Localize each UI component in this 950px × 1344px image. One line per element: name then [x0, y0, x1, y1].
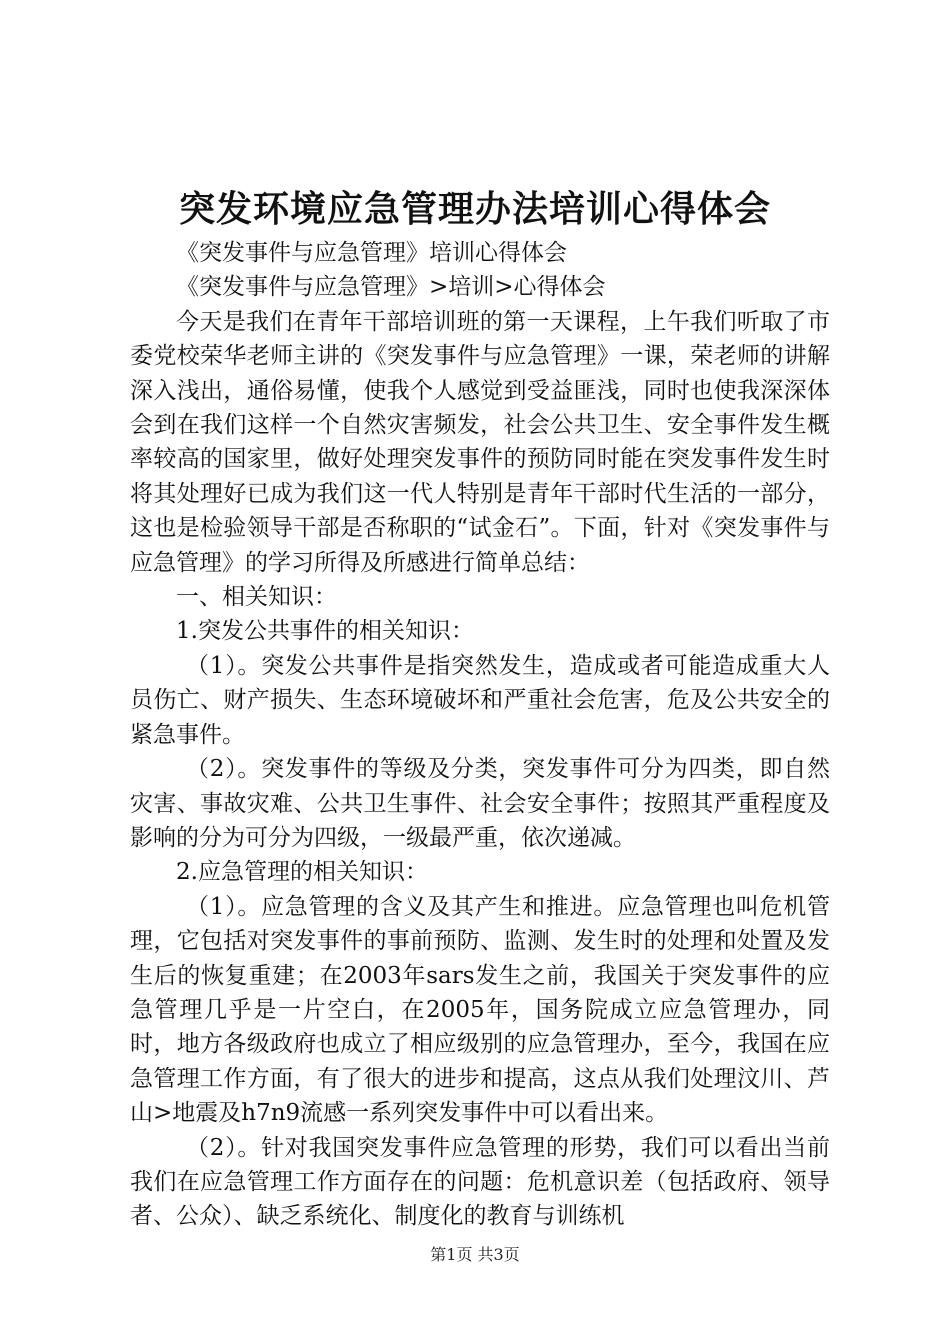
paragraph: 2.应急管理的相关知识： — [176, 859, 428, 886]
paragraph: 《突发事件与应急管理》>培训>心得体会 — [176, 274, 606, 301]
paragraph: 《突发事件与应急管理》培训心得体会 — [176, 240, 567, 266]
paragraph: （2）。针对我国突发事件应急管理的形势，我们可以看出当前我们在应急管理工作方面存在的问题：危机意识差（包括政府、领导者、公众）、缺乏系统化、制度化的教育与训练机 — [130, 1134, 830, 1230]
page-footer: 第1页 共3页 — [430, 1245, 520, 1264]
paragraph: （1）。突发公共事件是指突然发生，造成或者可能造成重大人员伤亡、财产损失、生态环境破坏和严重社会危害，危及公共安全的紧急事件。 — [130, 652, 830, 748]
paragraph: （2）。突发事件的等级及分类，突发事件可分为四类，即自然灾害、事故灾难、公共卫生事件、社会安全事件；按照其严重程度及影响的分为可分为四级，一级最严重，依次递减。 — [130, 756, 830, 851]
paragraph: 今天是我们在青年干部培训班的第一天课程，上午我们听取了市委党校荣华老师主讲的《突发事件与应急管理》一课，荣老师的讲解深入浅出，通俗易懂，使我个人感觉到受益匪浅，同时也使我深深体会到在我们这样一个自然灾害频发，社会公共卫生、安全事件发生概率较高的国家里，做好处理突发事件的预防同时能在突发事件发生时将其处理好已成为我们这一代人特别是青年干部时代生活的一部分，这也是检验领导干部是否称职的“试金石”。下面，针对《突发事件与应急管理》的学习所得及所感进行简单总结： — [130, 308, 830, 576]
paragraph: （1）。应急管理的含义及其产生和推进。应急管理也叫危机管理，它包括对突发事件的事前预防、监测、发生时的处理和处置及发生后的恢复重建；在2003年sars发生之前，我国关于突发事件的应急管理几乎是一片空白，在2005年，国务院成立应急管理办，同时，地方各级政府也成立了相应级别的应急管理办，至今，我国在应急管理工作方面，有了很大的进步和提高，这点从我们处理汶川、芦山>地震及h7n9流感一系列突发事件中可以看出来。 — [130, 893, 830, 1127]
paragraph: 1.突发公共事件的相关知识： — [176, 618, 474, 645]
document-body — [130, 236, 830, 1234]
document-title: 突发环境应急管理办法培训心得体会 — [178, 188, 771, 230]
paragraph: 一、相关知识： — [176, 584, 337, 611]
